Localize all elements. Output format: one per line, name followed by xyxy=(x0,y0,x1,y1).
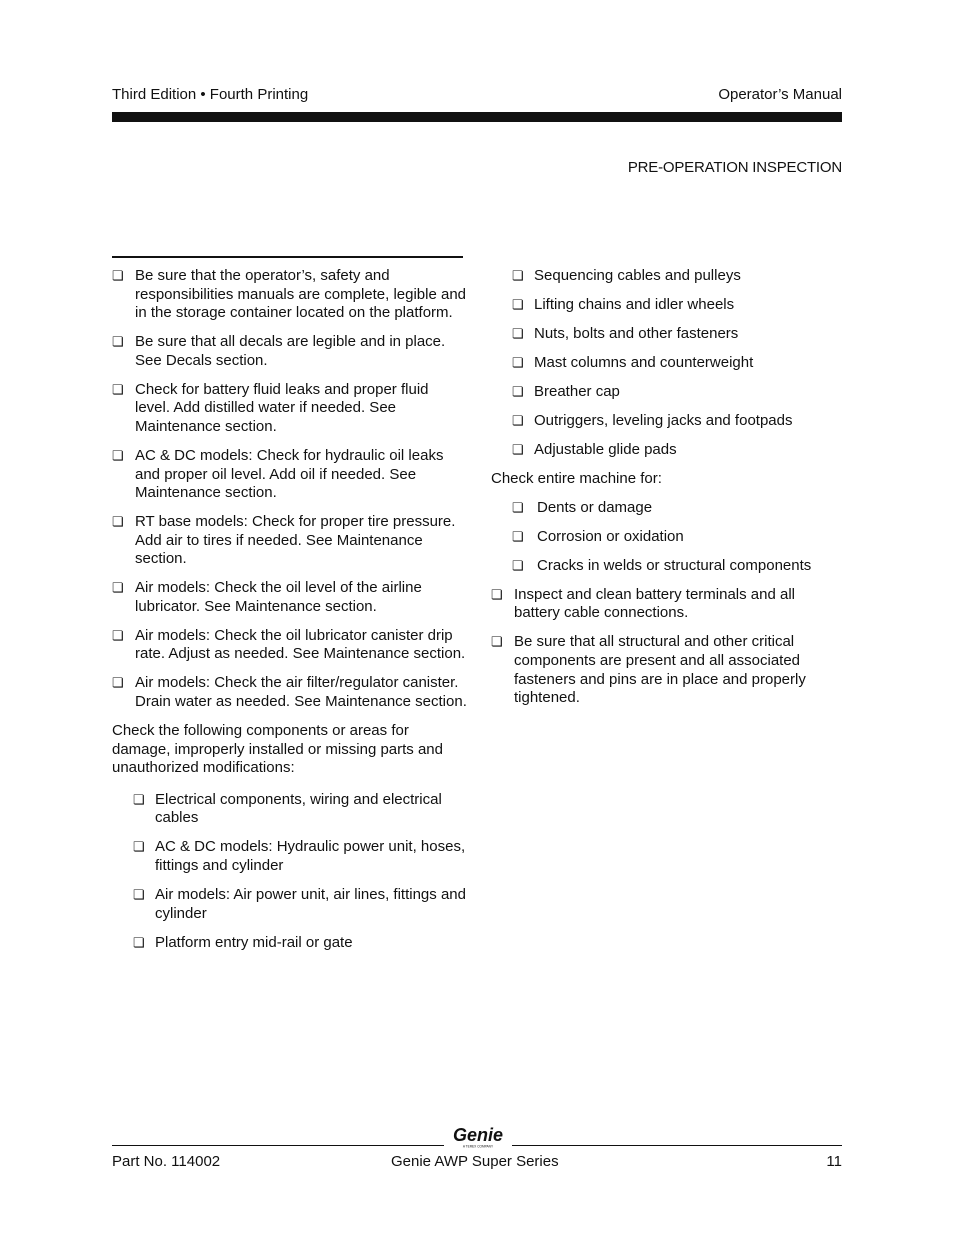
component-item xyxy=(512,412,836,431)
checkbox-icon: ❏ xyxy=(133,886,145,902)
component-item xyxy=(512,441,836,460)
component-item xyxy=(512,383,836,402)
checklist-item xyxy=(112,627,467,664)
component-item-text: AC & DC models: Hydraulic power unit, hoses, fittings and cylinder xyxy=(155,838,466,874)
checkbox-icon: ❏ xyxy=(512,268,524,283)
genie-logo xyxy=(449,1125,507,1149)
machine-check-text: Cracks in welds or structural components xyxy=(537,556,812,574)
component-item xyxy=(512,325,836,344)
header-bar xyxy=(112,112,842,122)
checkbox-icon: ❏ xyxy=(112,627,124,643)
column-rule xyxy=(112,256,463,258)
page-number: 11 xyxy=(826,1153,842,1170)
checklist-item xyxy=(112,674,467,711)
checkbox-icon: ❏ xyxy=(512,354,524,370)
right-column xyxy=(491,267,836,718)
checklist-item-text: Be sure that the operator’s, safety and responsibilities manuals are complete, legible and in the storage container located on the platform. xyxy=(135,267,467,322)
checkbox-icon: ❏ xyxy=(133,934,145,950)
checkbox-icon: ❏ xyxy=(512,296,524,312)
machine-check-item xyxy=(512,557,836,576)
component-item-text: Sequencing cables and pulleys xyxy=(534,267,741,284)
checkbox-icon: ❏ xyxy=(512,383,524,399)
checklist-item xyxy=(112,579,467,616)
checklist-item-text: Air models: Check the oil lubricator canister drip rate. Adjust as needed. See Maintenance section. xyxy=(135,626,466,663)
section-title: PRE-OPERATION INSPECTION xyxy=(627,159,842,176)
component-item xyxy=(512,354,836,373)
checklist-item-text: Inspect and clean battery terminals and all battery cable connections. xyxy=(514,585,795,622)
component-item xyxy=(512,296,836,315)
component-item-text: Nuts, bolts and other fasteners xyxy=(534,324,739,342)
checklist-item-text: Check for battery fluid leaks and proper fluid level. Add distilled water if needed. See Maintenance section. xyxy=(135,380,429,435)
component-item-text: Outriggers, leveling jacks and footpads xyxy=(534,411,793,429)
component-item xyxy=(512,267,836,286)
component-item xyxy=(133,934,467,953)
checkbox-icon: ❏ xyxy=(112,268,124,283)
components-intro: Check the following components or areas for damage, improperly installed or missing parts and unauthorized modifications: xyxy=(112,722,443,777)
checklist-item xyxy=(112,381,467,437)
checkbox-icon: ❏ xyxy=(112,514,124,530)
checklist-item-text: Air models: Check the oil level of the airline lubricator. See Maintenance section. xyxy=(135,579,422,615)
checkbox-icon: ❏ xyxy=(512,499,524,515)
machine-intro: Check entire machine for: xyxy=(491,469,662,487)
checkbox-icon: ❏ xyxy=(112,381,124,397)
component-item-text: Air models: Air power unit, air lines, fittings and cylinder xyxy=(155,885,466,922)
component-item xyxy=(133,838,467,875)
component-item-text: Adjustable glide pads xyxy=(534,440,677,458)
machine-check-text: Dents or damage xyxy=(537,498,653,516)
component-item-text: Platform entry mid-rail or gate xyxy=(155,933,353,951)
checkbox-icon: ❏ xyxy=(512,412,524,428)
checkbox-icon: ❏ xyxy=(512,528,524,544)
component-item-text: Mast columns and counterweight xyxy=(534,353,754,371)
checkbox-icon: ❏ xyxy=(112,580,124,596)
checklist-item-text: Be sure that all structural and other critical components are present and all associated fasteners and pins are in place and properly tightened. xyxy=(514,633,806,707)
component-item-text: Lifting chains and idler wheels xyxy=(534,295,735,313)
checkbox-icon: ❏ xyxy=(133,839,145,855)
checklist-item-text: RT base models: Check for proper tire pressure. Add air to tires if needed. See Maintenance section. xyxy=(135,513,456,568)
machine-check-item xyxy=(512,499,836,518)
checkbox-icon: ❏ xyxy=(112,334,124,350)
logo-text: Genie xyxy=(452,1125,504,1145)
checkbox-icon: ❏ xyxy=(133,791,145,807)
checkbox-icon: ❏ xyxy=(112,675,124,691)
part-number: Part No. 114002 xyxy=(112,1153,221,1170)
checklist-item xyxy=(112,333,467,370)
edition-label: Third Edition • Fourth Printing xyxy=(112,86,309,103)
manual-title: Operator’s Manual xyxy=(718,86,842,103)
footer-rule-left xyxy=(112,1145,444,1146)
series-name: Genie AWP Super Series xyxy=(391,1153,559,1170)
checklist-item xyxy=(112,447,467,503)
checkbox-icon: ❏ xyxy=(112,447,124,463)
checklist-item xyxy=(491,586,836,623)
checkbox-icon: ❏ xyxy=(491,586,503,602)
checklist-item-text: Be sure that all decals are legible and in place. See Decals section. xyxy=(135,333,446,369)
machine-check-text: Corrosion or oxidation xyxy=(537,527,684,545)
checklist-item-text: AC & DC models: Check for hydraulic oil leaks and proper oil level. Add oil if needed. See Maintenance section. xyxy=(135,446,444,502)
checklist-item xyxy=(112,513,467,569)
checklist-item-text: Air models: Check the air filter/regulator canister. Drain water as needed. See Maintenance section. xyxy=(135,674,467,711)
logo-subtext: A TEREX COMPANY xyxy=(462,1144,494,1149)
machine-check-item xyxy=(512,528,836,547)
checkbox-icon: ❏ xyxy=(512,441,524,457)
checklist-item xyxy=(491,633,836,707)
left-column xyxy=(112,267,467,963)
checkbox-icon: ❏ xyxy=(491,634,503,650)
checkbox-icon: ❏ xyxy=(512,325,524,341)
checkbox-icon: ❏ xyxy=(512,557,524,573)
component-item-text: Breather cap xyxy=(534,382,620,400)
component-item xyxy=(133,791,467,828)
footer-rule-right xyxy=(512,1145,842,1146)
component-item xyxy=(133,886,467,923)
component-item-text: Electrical components, wiring and electrical cables xyxy=(155,790,442,827)
checklist-item xyxy=(112,267,467,323)
